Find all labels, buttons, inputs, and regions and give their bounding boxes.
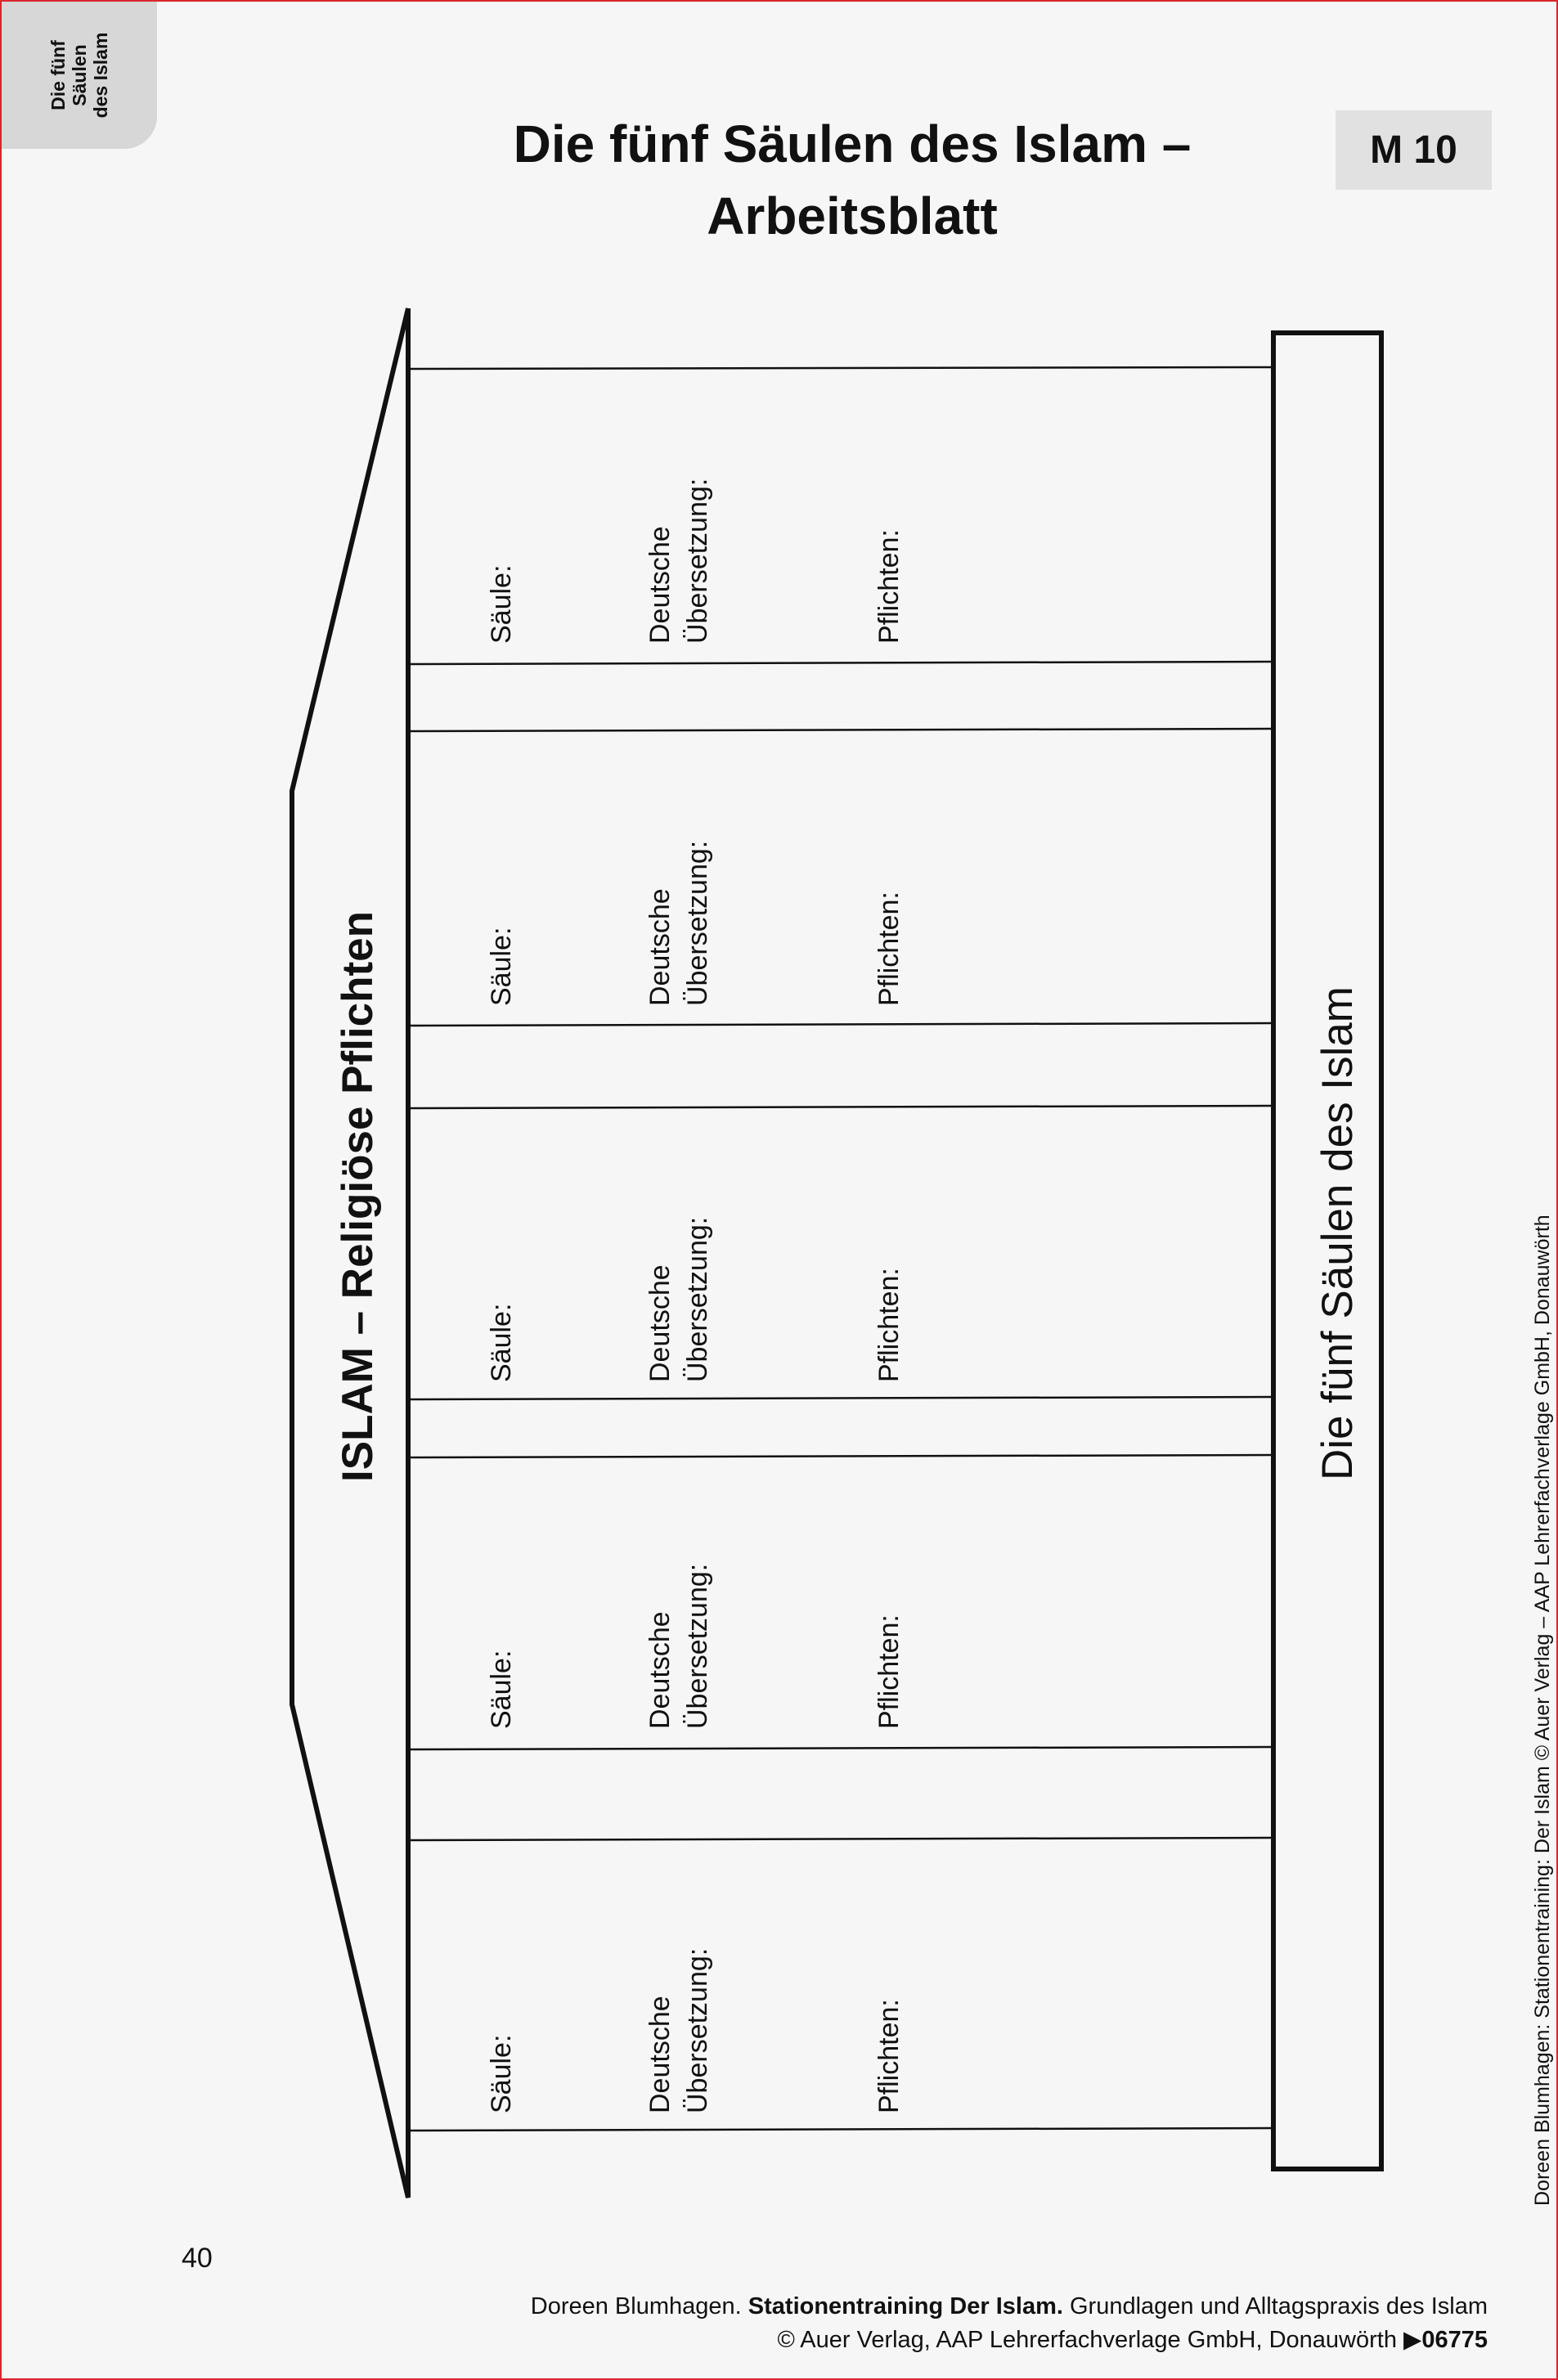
pillar-label-translation: Deutsche <box>644 1996 676 2113</box>
play-triangle-icon: ▶ <box>1403 2327 1422 2353</box>
pillar-label-saeule: Säule: <box>486 927 517 1006</box>
pillar-label-saeule: Säule: <box>486 1303 517 1382</box>
pillar-label-translation: Deutsche <box>644 1611 676 1729</box>
side-credit: Doreen Blumhagen: Stationentraining: Der Islam © Auer Verlag – AAP Lehrerfachverlage GmbH, Donauwörth <box>1531 1215 1554 2206</box>
pillar-label-duties: Pflichten: <box>873 1268 905 1382</box>
pillar-label-translation: Übersetzung: <box>682 478 713 644</box>
footer-book-title: Stationentraining Der Islam. <box>748 2293 1063 2319</box>
page-title: Die fünf Säulen des Islam – Arbeitsblatt <box>513 115 1192 245</box>
pillar-label-translation: Deutsche <box>644 888 676 1006</box>
footer <box>179 2290 1488 2357</box>
pillar-label-saeule: Säule: <box>486 1650 517 1729</box>
side-tab-label: Die fünf Säulen des Islam <box>47 32 111 119</box>
roof-label: ISLAM – Religiöse Pflichten <box>334 911 382 1482</box>
footer-subtitle: Grundlagen und Alltagspraxis des Islam <box>1069 2293 1488 2319</box>
footer-copyright: © Auer Verlag, AAP Lehrerfachverlage GmbH, Donauwörth <box>777 2327 1397 2353</box>
pillar-label-translation: Übersetzung: <box>682 840 713 1006</box>
footer-line-2 <box>179 2324 1488 2357</box>
pillar-label-translation: Übersetzung: <box>682 1947 713 2113</box>
pillar-label-saeule: Säule: <box>486 564 517 644</box>
pillar-label-duties: Pflichten: <box>873 529 905 644</box>
pillar-label-duties: Pflichten: <box>873 1614 905 1729</box>
pillar-label-duties: Pflichten: <box>873 1999 905 2113</box>
material-badge: M 10 <box>1336 110 1492 190</box>
footer-line-1 <box>179 2290 1488 2324</box>
pillar-lines <box>408 367 1273 2131</box>
footer-order-number: 06775 <box>1421 2327 1488 2353</box>
base-label: Die fünf Säulen des Islam <box>1313 986 1362 1480</box>
pillar-label-translation: Übersetzung: <box>682 1563 713 1729</box>
pillar-label-duties: Pflichten: <box>873 891 905 1006</box>
pillar-label-translation: Deutsche <box>644 526 676 644</box>
pillar-label-saeule: Säule: <box>486 2034 517 2113</box>
pillar-label-translation: Übersetzung: <box>682 1216 713 1382</box>
footer-author: Doreen Blumhagen. <box>530 2293 742 2319</box>
pillar-label-translation: Deutsche <box>644 1264 676 1382</box>
page-number: 40 <box>182 2243 213 2274</box>
